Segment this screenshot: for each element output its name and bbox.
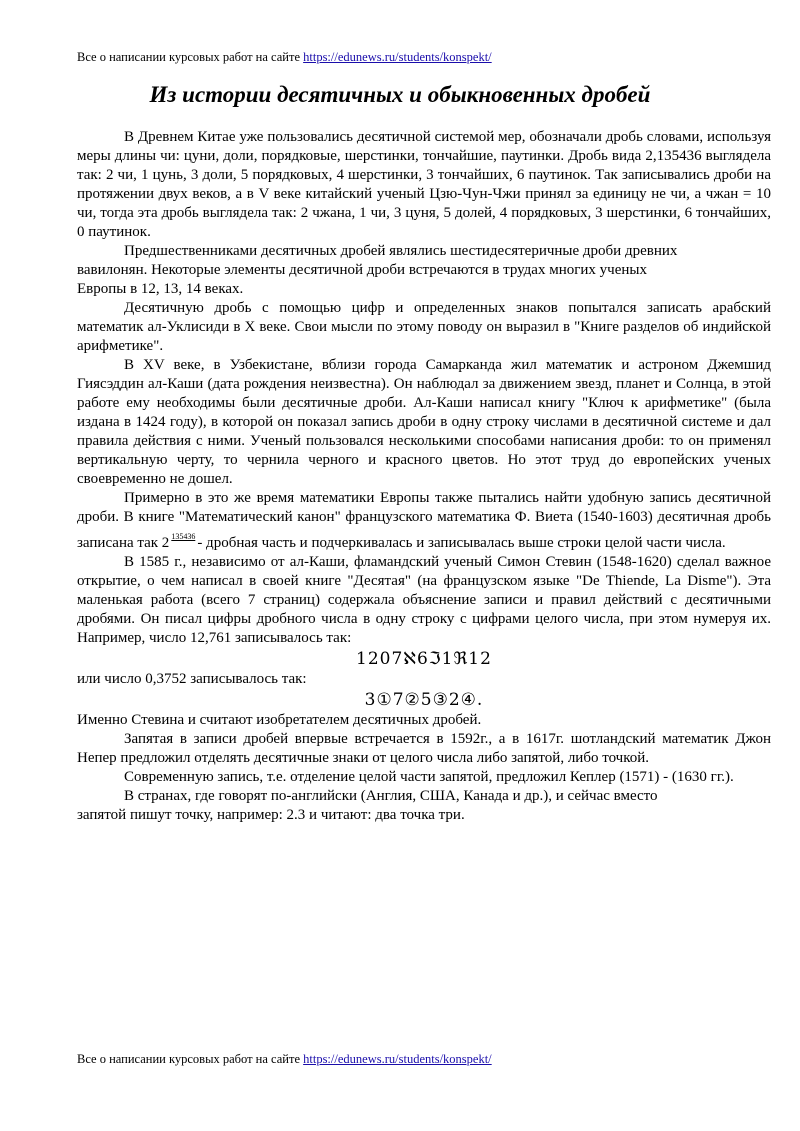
paragraph-babylon: Предшественниками десятичных дробей являлись шестидесятеричные дроби древних вавилонян. Некоторые элементы десятичной дроби встречаются в трудах многих ученых Европы в 12, 13, 14 веках. <box>77 243 678 297</box>
footer-text: Все о написании курсовых работ на сайте <box>77 1052 304 1066</box>
header-text: Все о написании курсовых работ на сайте <box>77 50 304 64</box>
paragraph-china: В Древнем Китае уже пользовались десятичной системой мер, обозначали дробь словами, используя меры длины чи: цуни, доли, порядковые, шерстинки, тончайшие, паутинки. Дробь вида 2,135436 выглядела так: 2 чи, 1 цунь, 3 доли, 5 порядковых, 4 шерстинки, 3 тончайших, 6 паутинок. Так записывались дроби на протяжении двух веков, а в V веке китайский ученый Цзю-Чун-Чжи принял за единицу не чи, а чжан = 10 чи, тогда эта дробь выглядела так: 2 чжана, 1 чи, 3 цуня, 5 долей, 4 порядковых, 3 шерстинки, 6 тончайших, 0 паутинок. <box>77 129 771 240</box>
paragraph-example-2: или число 0,3752 записывалось так: <box>77 671 307 687</box>
paragraph-al-uklisidi: Десятичную дробь с помощью цифр и определенных знаков попытался записать арабский математик ал-Уклисиди в X веке. Свои мысли по этому поводу он выразил в "Книге разделов об индийской арифметике". <box>77 300 771 354</box>
paragraph-kepler: Современную запись, т.е. отделение целой части запятой, предложил Кеплер (1571) - (1630 гг.). <box>124 769 734 785</box>
paragraph-stevin: В 1585 г., независимо от ал-Каши, фламандский ученый Симон Стевин (1548-1620) сделал важное открытие, о чем написал в своей книге "Десятая" (на французском языке "De Thiende, La Disme"). Эта маленькая работа (всего 7 страниц) содержала объяснение записи и правил действий с десятичными дробями. Он писал цифры дробного числа в одну строку с цифрами целого числа, при этом нумеруя их. Например, число 12,761 записывалось так: <box>77 554 771 646</box>
page-header <box>77 49 492 65</box>
paragraph-napier: Запятая в записи дробей впервые встречается в 1592г., а в 1617г. шотландский математик Джон Непер предложил отделять десятичные знаки от целого числа либо запятой, либо точкой. <box>77 731 771 766</box>
paragraph-al-kashi: В XV веке, в Узбекистане, вблизи города Самарканда жил математик и астроном Джемшид Гиясэддин ал-Каши (дата рождения неизвестна). Он наблюдал за движением звезд, планет и Солнца, в этой работе ему необходимы были десятичные дроби. Ал-Каши написал книгу "Ключ к арифметике" (была издана в 1424 году), в которой он показал запись дроби в одну строку числами в десятичной системе и дал правила действия с ними. Ученый пользовался несколькими способами написания дроби: то он применял вертикальную черту, то чернила черного и красного цветов. Но этот труд до европейских ученых своевременно не дошел. <box>77 357 771 487</box>
paragraph-viete: Примерно в это же время математики Европы также пытались найти удобную запись десятичной дроби. В книге "Математический канон" французского математика Ф. Виета (1540-1603) десятичная дробь записана так 2 $^{135436}$ - дробная часть и подчеркивалась и записывалась выше строки целой части числа. <box>77 490 771 551</box>
document-title: Из истории десятичных и обыкновенных дробей <box>149 82 651 107</box>
stevin-formula-2: 3①7②5③2④. <box>364 690 484 710</box>
header-link[interactable]: https://edunews.ru/students/konspekt/ <box>303 50 492 64</box>
paragraph-stevin-inventor: Именно Стевина и считают изобретателем десятичных дробей. <box>77 712 482 728</box>
page-footer <box>77 1051 492 1067</box>
document-body <box>77 128 771 825</box>
footer-link[interactable]: https://edunews.ru/students/konspekt/ <box>303 1052 492 1066</box>
stevin-formula-1: 1207ℵ6ℑ1ℜ12 <box>356 649 492 669</box>
viete-fraction: 135436 <box>171 532 196 541</box>
paragraph-english: В странах, где говорят по-английски (Англия, США, Канада и др.), и сейчас вместо запятой пишут точку, например: 2.3 и читают: два точка три. <box>77 788 658 823</box>
